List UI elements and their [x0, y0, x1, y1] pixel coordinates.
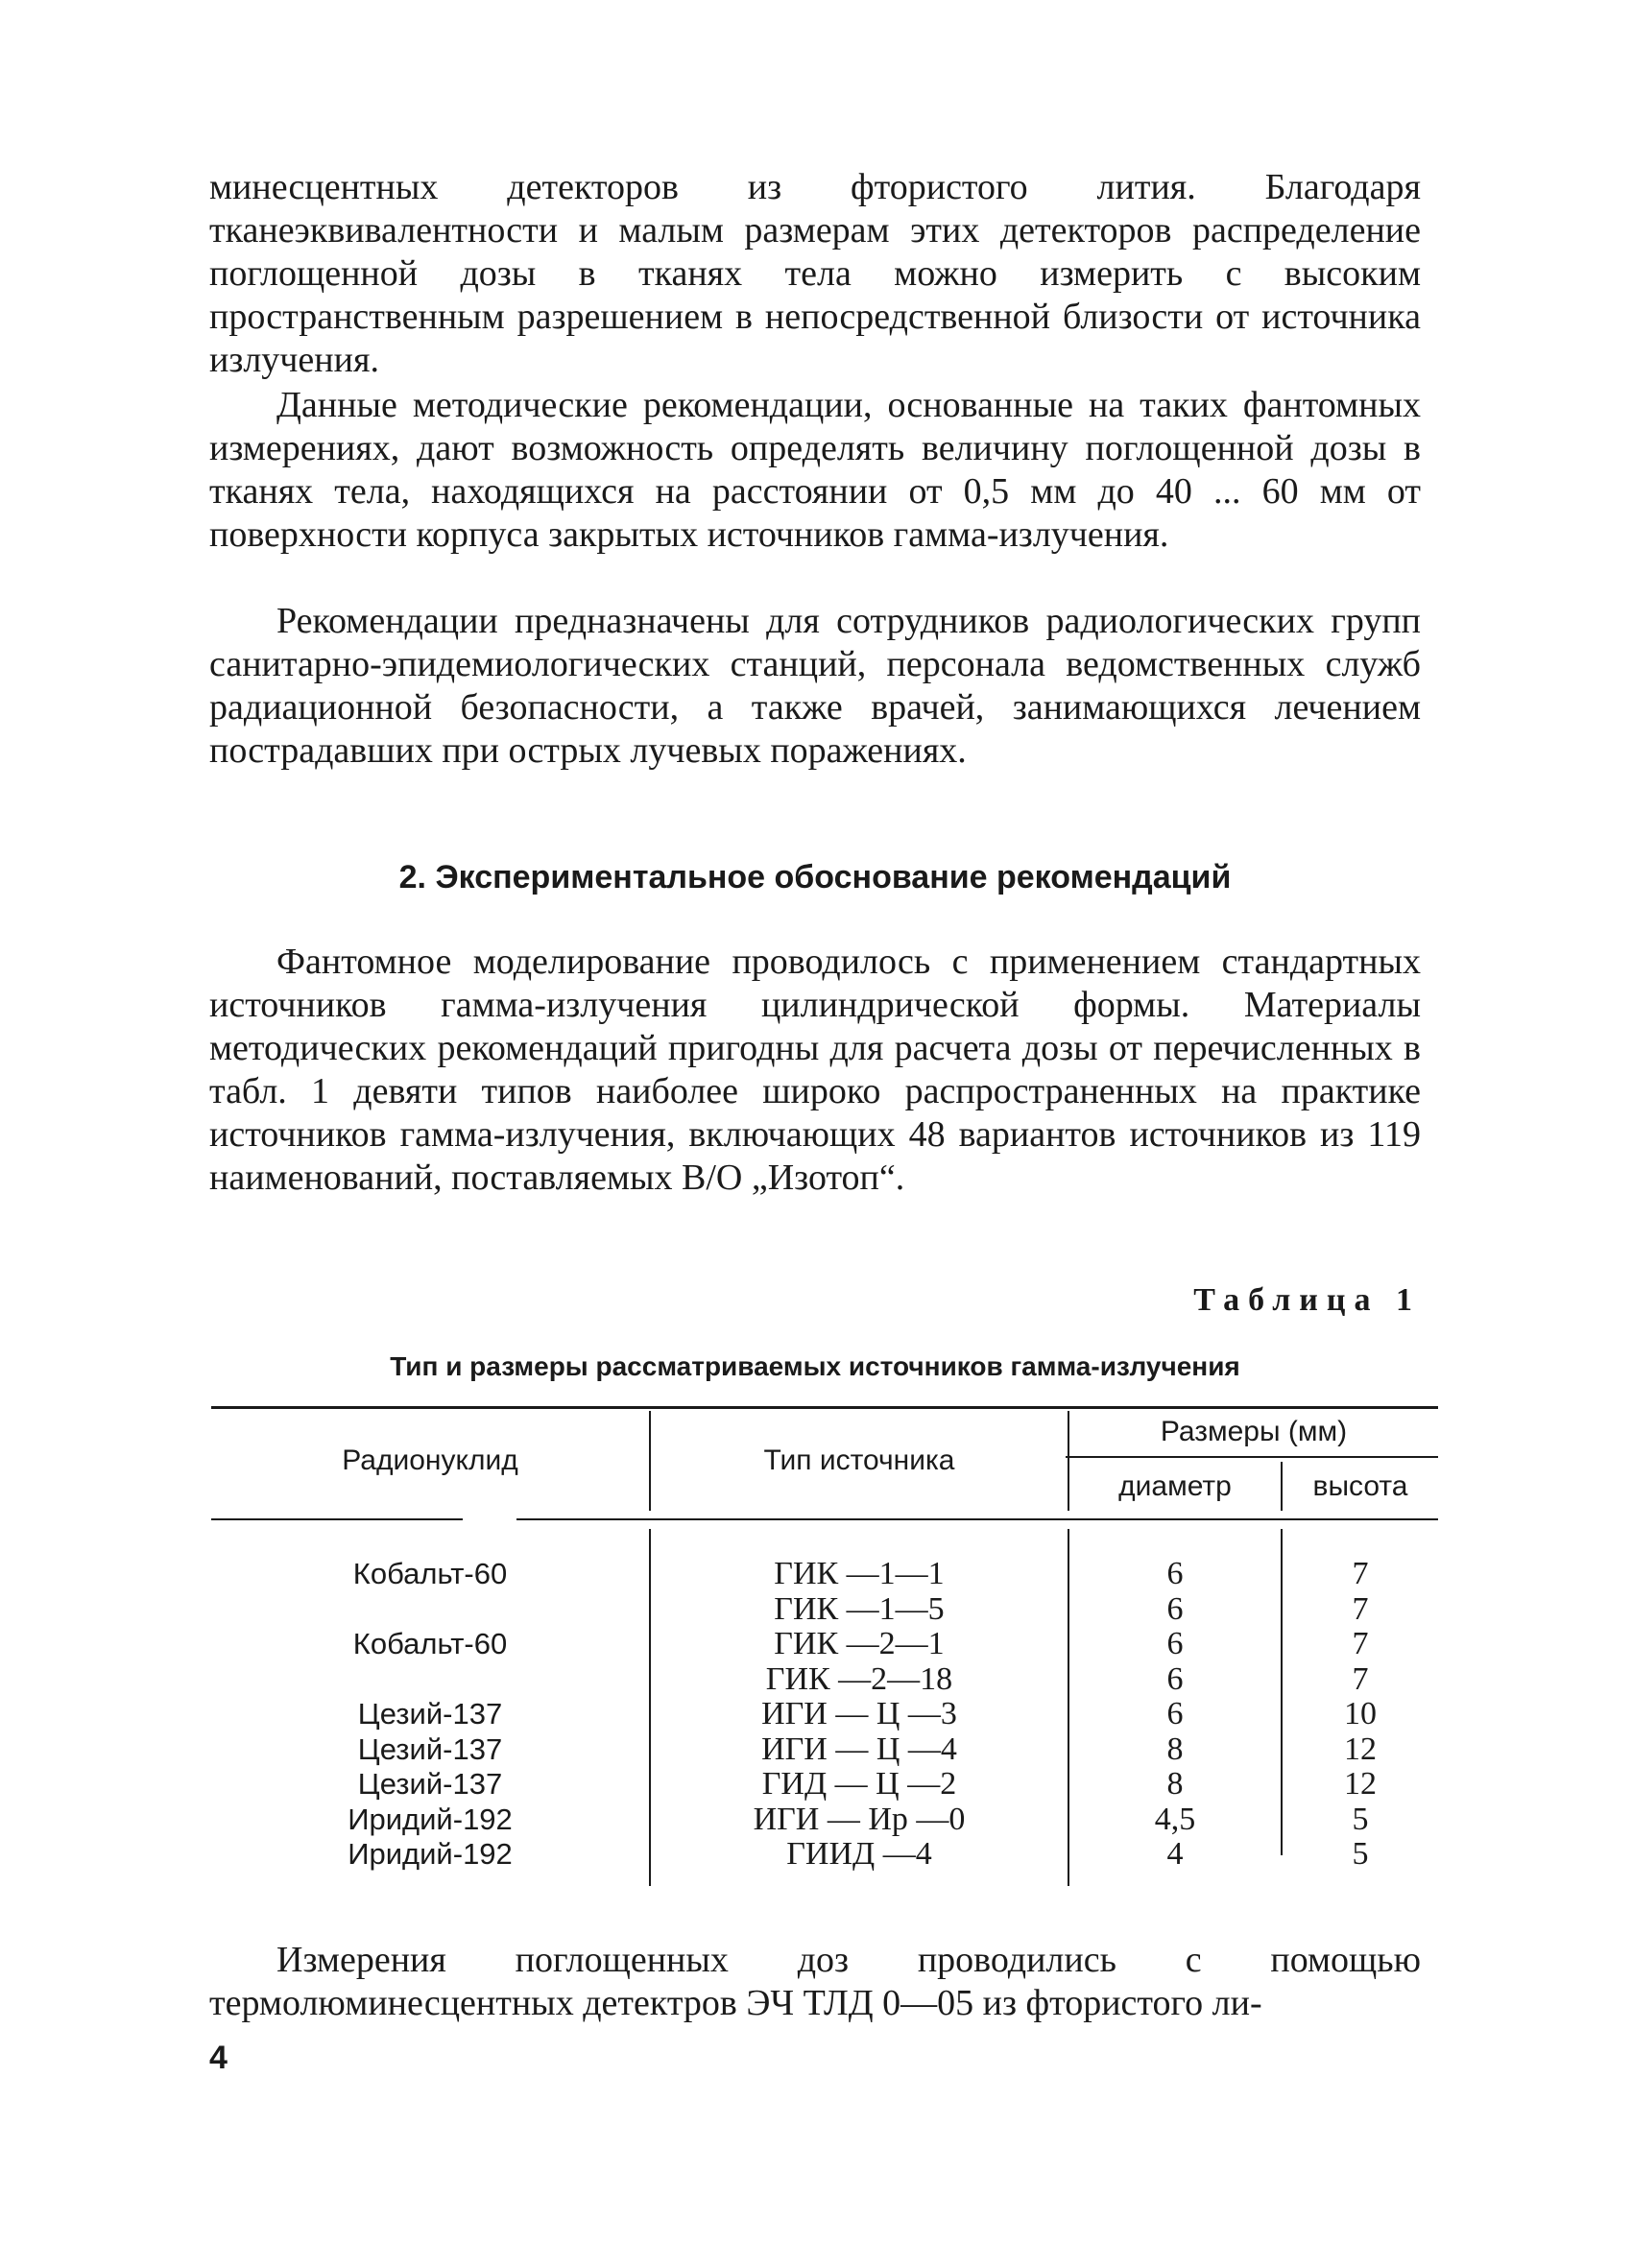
source-type-cell: ИГИ — Ц —4 — [761, 1731, 957, 1767]
height-cell: 5 — [1352, 1836, 1369, 1872]
source-type-cell: ГИК —1—1 — [774, 1556, 945, 1591]
table-top-rule — [211, 1406, 1438, 1409]
source-type-cell: ГИК —2—18 — [765, 1660, 953, 1697]
sources-table — [211, 1406, 1438, 1886]
diameter-cell: 4,5 — [1154, 1801, 1196, 1837]
nuclide-cell: Иридий-192 — [348, 1802, 513, 1836]
diameter-cell: 6 — [1166, 1696, 1184, 1731]
header-bottom-rule-left — [211, 1518, 463, 1520]
nuclide-cell: Иридий-192 — [348, 1837, 513, 1871]
diameter-cell: 6 — [1166, 1590, 1184, 1627]
header-diameter: диаметр — [1118, 1470, 1232, 1502]
nuclide-cell: Кобальт-60 — [352, 1557, 508, 1590]
height-cell: 7 — [1352, 1660, 1369, 1697]
page-number: 4 — [209, 2040, 228, 2076]
paragraph-3: Рекомендации предназначены для сотрудников радиологических групп санитарно-эпидемиологических станций, персонала ведомственных служб радиационной безопасности, а также врачей, занимающихся лечением пострадавших при острых лучевых поражениях. — [209, 601, 1421, 771]
height-column — [1283, 1557, 1438, 1873]
diameter-cell: 8 — [1166, 1766, 1184, 1802]
header-dimensions: Размеры (мм) — [1160, 1416, 1348, 1447]
height-cell: 7 — [1352, 1590, 1369, 1627]
header-height: высота — [1312, 1470, 1408, 1502]
nuclide-cell: Цезий-137 — [357, 1767, 503, 1801]
source-type-cell: ГИК —1—5 — [774, 1590, 945, 1627]
diameter-cell: 4 — [1166, 1836, 1184, 1872]
header-source-type: Тип источника — [763, 1444, 955, 1476]
source-type-cell: ГИК —2—1 — [774, 1626, 945, 1661]
height-cell: 12 — [1344, 1731, 1377, 1767]
header-nuclide: Радионуклид — [342, 1444, 518, 1476]
nuclide-cell: Кобальт-60 — [352, 1627, 508, 1660]
nuclide-cell — [211, 1662, 649, 1698]
diameter-cell: 6 — [1166, 1626, 1184, 1661]
nuclide-cell: Цезий-137 — [357, 1697, 503, 1731]
nuclide-cell: Цезий-137 — [357, 1731, 503, 1766]
paragraph-2: Данные методические рекомендации, основанные на таких фантомных измерениях, дают возможность определять величину поглощенной дозы в тканях тела, находящихся на расстоянии от 0,5 мм до 40 ... 60 мм от поверхности корпуса закрытых источников гамма-излучения. — [209, 385, 1421, 555]
dimensions-divider-rule — [1066, 1456, 1438, 1458]
diameter-cell: 8 — [1166, 1731, 1184, 1767]
height-cell: 12 — [1344, 1766, 1377, 1802]
paragraph-1: минесцентных детекторов из фтористого лития. Благодаря тканеэквивалентности и малым размерам этих детекторов распределение поглощенной дозы в тканях тела можно измерить с высоким пространственным разрешением в непосредственной близости от источника излучения. — [209, 167, 1421, 380]
table-label: Таблица 1 — [1193, 1282, 1421, 1318]
table-title: Тип и размеры рассматриваемых источников гамма-излучения — [390, 1351, 1240, 1381]
height-cell: 7 — [1352, 1556, 1369, 1591]
diameter-column — [1069, 1557, 1281, 1873]
source-type-cell: ИГИ — Ир —0 — [753, 1801, 966, 1837]
diameter-cell: 6 — [1166, 1556, 1184, 1591]
source-type-cell: ГИД — Ц —2 — [761, 1766, 957, 1802]
paragraph-5: Измерения поглощенных доз проводились с помощью термолюминесцентных детектров ЭЧ ТЛД 0—05 из фтористого ли- — [209, 1940, 1421, 2023]
section-heading: 2. Экспериментальное обоснование рекомендаций — [398, 859, 1232, 895]
paragraph-4: Фантомное моделирование проводилось с применением стандартных источников гамма-излучения цилиндрической формы. Материалы методических рекомендаций пригодны для расчета дозы от перечисленных в табл. 1 девяти типов наиболее широко распространенных на практике источников гамма-излучения, включающих 48 вариантов источников из 119 наименований, поставляемых В/О „Изотоп“. — [209, 942, 1421, 1198]
source-type-cell: ИГИ — Ц —3 — [761, 1696, 957, 1731]
nuclide-cell — [211, 1592, 649, 1628]
header-bottom-rule-right — [516, 1518, 1438, 1520]
height-cell: 10 — [1344, 1696, 1377, 1731]
nuclide-column — [211, 1557, 649, 1873]
source-type-column — [651, 1557, 1068, 1873]
height-cell: 5 — [1352, 1801, 1369, 1837]
diameter-cell: 6 — [1166, 1660, 1184, 1697]
height-cell: 7 — [1352, 1626, 1369, 1661]
source-type-cell: ГИИД —4 — [786, 1836, 932, 1872]
